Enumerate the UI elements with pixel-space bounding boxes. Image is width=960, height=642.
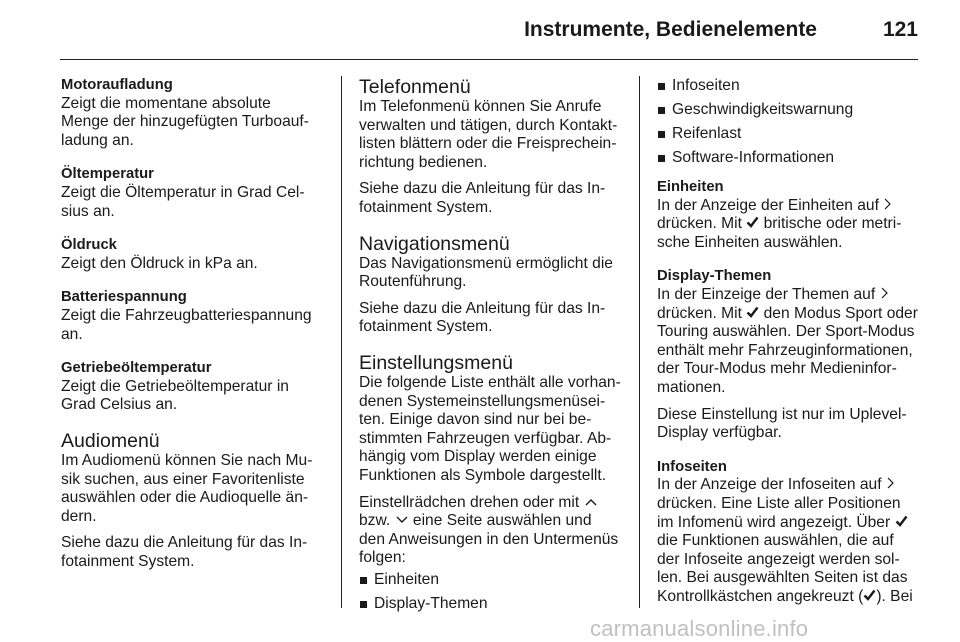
section-heading: Einheiten bbox=[657, 179, 724, 195]
body-line: im Infomenü wird angezeigt. Über bbox=[657, 514, 919, 533]
body-line: mationen. bbox=[657, 378, 726, 396]
body-line: den Anweisungen in den Untermenüs bbox=[359, 530, 619, 548]
body-line: len. Bei ausgewählten Seiten ist das bbox=[657, 569, 908, 587]
section-heading: Motoraufladung bbox=[61, 77, 173, 93]
body-line: drücken. Mit den Modus Sport oder bbox=[657, 304, 918, 322]
watermark: carmanualsonline.info bbox=[590, 616, 809, 641]
body-line: an. bbox=[61, 325, 83, 343]
list-item: Software-Informationen bbox=[657, 146, 919, 170]
body-text: Einstellrädchen drehen oder mit bbox=[359, 493, 580, 511]
body-line: Funktionen als Symbole dargestellt. bbox=[359, 466, 607, 484]
body-text: eine Seite auswählen und bbox=[412, 512, 592, 530]
settings-list bbox=[657, 74, 919, 170]
header-title: Instrumente, Bedienelemente bbox=[524, 18, 817, 41]
body-line bbox=[359, 494, 623, 513]
body-line: Zeigt die Öltemperatur in Grad Cel- bbox=[61, 183, 305, 201]
checkmark-icon bbox=[863, 588, 876, 607]
body-line: Zeigt die momentane absolute bbox=[61, 94, 271, 112]
list-item: Reifenlast bbox=[657, 122, 919, 146]
body-line bbox=[359, 512, 623, 531]
chevron-up-icon bbox=[584, 494, 598, 513]
body-line: ladung an. bbox=[61, 131, 134, 149]
section-heading: Display-Themen bbox=[657, 268, 772, 285]
chevron-right-icon bbox=[886, 476, 895, 495]
body-line: sche Einheiten auswählen. bbox=[657, 233, 843, 251]
body-line: drücken. Mit britische oder metri- bbox=[657, 215, 902, 233]
section-heading: Getriebeöltemperatur bbox=[61, 360, 212, 377]
page-number: 121 bbox=[882, 18, 918, 41]
list-item: Geschwindigkeitswarnung bbox=[657, 98, 919, 122]
body-line: Zeigt die Fahrzeugbatteriespannung bbox=[61, 306, 312, 324]
column-divider bbox=[341, 76, 342, 608]
body-line: Zeigt den Öldruck in kPa an. bbox=[61, 254, 258, 272]
list-item: Display-Themen bbox=[359, 592, 623, 616]
body-line: Diese Einstellung ist nur im Uplevel- bbox=[657, 405, 907, 423]
column-3 bbox=[657, 76, 919, 606]
section-title: Navigationsmenü bbox=[359, 232, 510, 255]
body-text: bzw. bbox=[359, 512, 391, 530]
page-header bbox=[0, 0, 960, 62]
body-line: folgen: bbox=[359, 549, 406, 567]
body-line: In der Anzeige der Einheiten auf bbox=[657, 197, 919, 216]
body-line: Routenführung. bbox=[359, 273, 467, 291]
body-line: Touring auswählen. Der Sport-Modus bbox=[657, 323, 915, 341]
body-line: enthält mehr Fahrzeuginformationen, bbox=[657, 341, 913, 359]
body-line: sik suchen, aus einer Favoritenliste bbox=[61, 470, 305, 488]
body-line: Die folgende Liste enthält alle vorhan- bbox=[359, 373, 621, 391]
body-line: auswählen oder die Audioquelle än- bbox=[61, 489, 309, 507]
body-line: denen Systemeinstellungsmenüsei- bbox=[359, 392, 606, 410]
body-line: dern. bbox=[61, 507, 97, 525]
body-line: listen blättern oder die Freisprechein- bbox=[359, 135, 617, 153]
body-line: Das Navigationsmenü ermöglicht die bbox=[359, 254, 613, 272]
body-line: die Funktionen auswählen, die auf bbox=[657, 532, 894, 550]
body-line: In der Anzeige der Infoseiten auf bbox=[657, 476, 919, 495]
chevron-right-icon bbox=[883, 197, 892, 216]
chevron-right-icon bbox=[880, 286, 889, 305]
header-rule bbox=[60, 59, 918, 60]
section-title: Einstellungsmenü bbox=[359, 351, 513, 374]
checkmark-icon bbox=[746, 215, 759, 234]
section-title: Audiomenü bbox=[61, 429, 160, 452]
settings-list bbox=[359, 568, 623, 616]
column-2 bbox=[359, 76, 623, 616]
body-line: fotainment System. bbox=[359, 198, 493, 216]
body-line: Kontrollkästchen angekreuzt ( ). Bei bbox=[657, 587, 913, 605]
section-title: Telefonmenü bbox=[359, 76, 471, 98]
body-line: Siehe dazu die Anleitung für das In- bbox=[359, 180, 606, 198]
section-heading: Öltemperatur bbox=[61, 166, 154, 183]
body-line: In der Einzeige der Themen auf bbox=[657, 286, 919, 305]
body-line: sius an. bbox=[61, 202, 115, 220]
section-heading: Batteriespannung bbox=[61, 289, 187, 306]
section-heading: Infoseiten bbox=[657, 458, 727, 475]
list-item: Einheiten bbox=[359, 568, 623, 592]
chevron-down-icon bbox=[395, 512, 409, 531]
body-line: Zeigt die Getriebeöltemperatur in bbox=[61, 377, 289, 395]
body-line: Im Telefonmenü können Sie Anrufe bbox=[359, 98, 602, 115]
body-line: verwalten und tätigen, durch Kontakt- bbox=[359, 116, 618, 134]
body-line: ten. Einige davon sind nur bei be- bbox=[359, 411, 592, 429]
body-line: Siehe dazu die Anleitung für das In- bbox=[359, 299, 606, 317]
body-line: Menge der hinzugefügten Turboauf- bbox=[61, 113, 309, 131]
body-line: richtung bedienen. bbox=[359, 153, 488, 171]
section-heading: Öldruck bbox=[61, 237, 117, 254]
checkmark-icon bbox=[895, 514, 908, 533]
body-line: Display verfügbar. bbox=[657, 424, 782, 442]
body-line: stimmten Fahrzeugen verfügbar. Ab- bbox=[359, 429, 612, 447]
body-line: drücken. Eine Liste aller Positionen bbox=[657, 494, 901, 512]
column-divider bbox=[639, 76, 640, 608]
body-line: Siehe dazu die Anleitung für das In- bbox=[61, 534, 308, 552]
body-line: fotainment System. bbox=[61, 552, 195, 570]
body-line: fotainment System. bbox=[359, 318, 493, 336]
body-line: Grad Celsius an. bbox=[61, 396, 178, 414]
column-1 bbox=[61, 76, 323, 571]
body-line: hängig vom Display werden einige bbox=[359, 448, 597, 466]
list-item: Infoseiten bbox=[657, 74, 919, 98]
body-line: der Tour-Modus mehr Medieninfor- bbox=[657, 360, 897, 378]
body-line: der Infoseite angezeigt werden sol- bbox=[657, 550, 900, 568]
body-line: Im Audiomenü können Sie nach Mu- bbox=[61, 451, 313, 469]
checkmark-icon bbox=[746, 305, 759, 324]
